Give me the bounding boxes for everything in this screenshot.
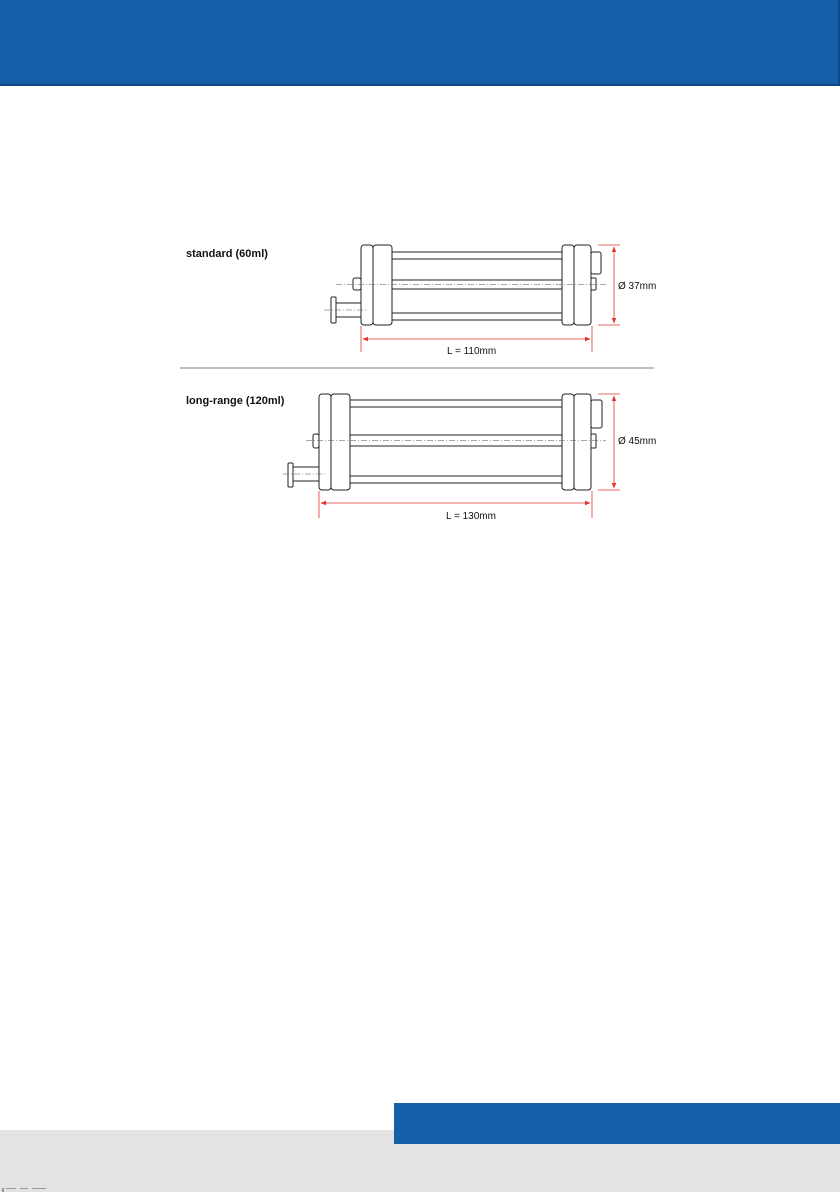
standard-left-boss	[353, 278, 361, 290]
long-range-valve-head	[288, 463, 293, 487]
long-range-label: long-range (120ml)	[186, 395, 285, 407]
long-range-right-cap-inner	[562, 394, 574, 490]
long-range-left-boss	[313, 434, 319, 448]
standard-right-cap-outer	[574, 245, 591, 325]
long-range-length-label: L = 130mm	[446, 511, 496, 522]
long-range-left-cap-inner	[331, 394, 350, 490]
standard-left-cap-outer	[361, 245, 373, 325]
standard-length-label: L = 110mm	[447, 346, 497, 357]
long-range-nut	[591, 400, 602, 428]
long-range-right-cap-outer	[574, 394, 591, 490]
footer-mark	[0, 1184, 60, 1192]
footer-blue-bar	[394, 1103, 840, 1144]
long-range-cylinder	[186, 394, 656, 522]
standard-right-cap-inner	[562, 245, 574, 325]
standard-left-cap-inner	[373, 245, 392, 325]
long-range-diameter-label: Ø 45mm	[618, 436, 657, 447]
standard-right-boss	[591, 278, 596, 290]
standard-nut	[591, 252, 601, 274]
long-range-left-cap-outer	[319, 394, 331, 490]
standard-cylinder	[186, 245, 656, 357]
long-range-right-boss	[591, 434, 596, 448]
standard-diameter-label: Ø 37mm	[618, 281, 657, 292]
standard-label: standard (60ml)	[186, 248, 268, 260]
